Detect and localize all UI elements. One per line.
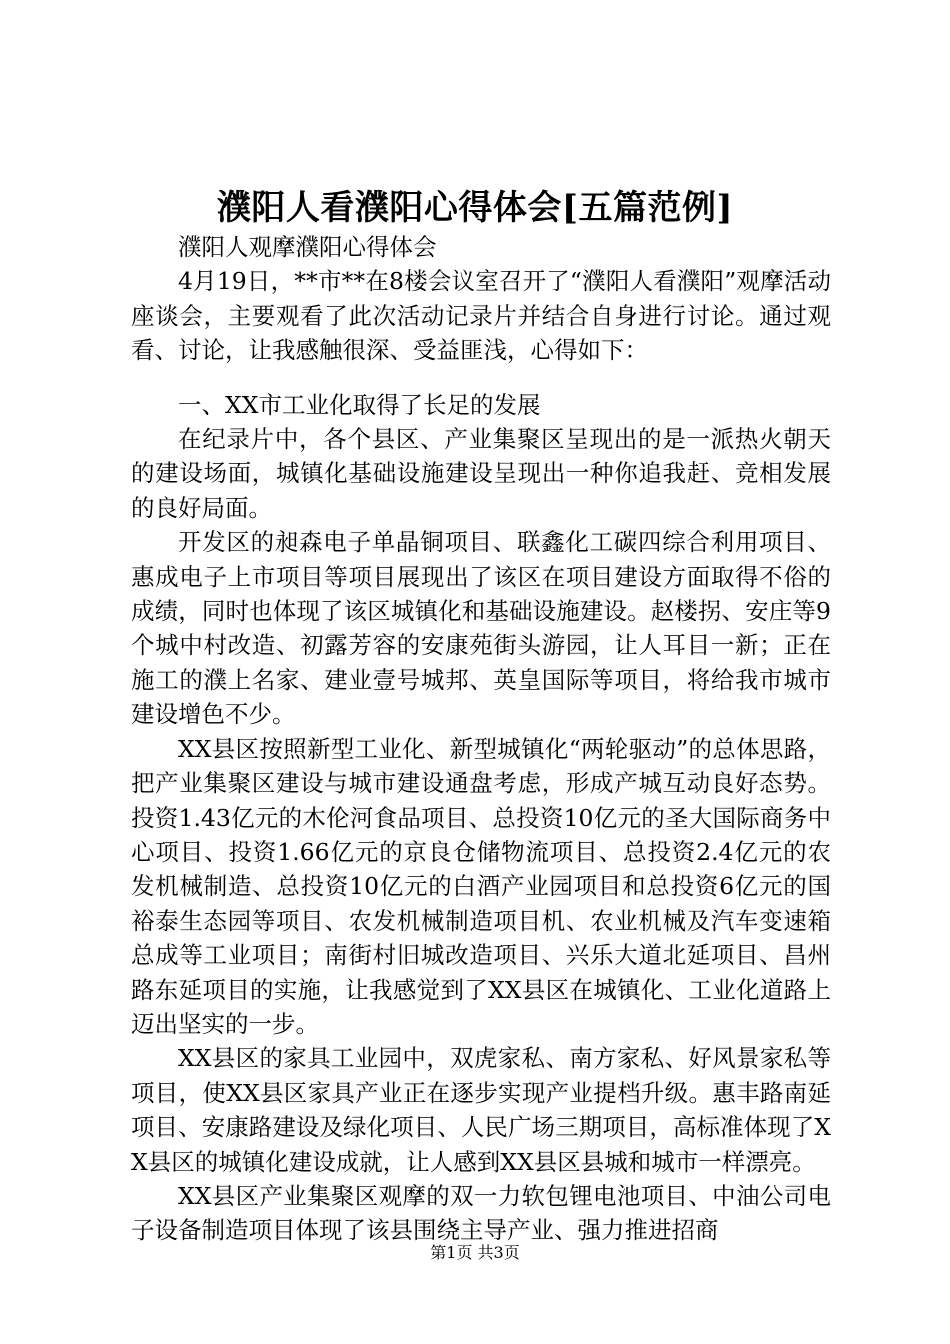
paragraph-intro: 4月19日，**市**在8楼会议室召开了“濮阳人看濮阳”观摩活动座谈会，主要观看了此次活动记录片并结合自身进行讨论。通过观看、讨论，让我感触很深、受益匪浅，心得如下：	[131, 267, 831, 365]
paragraph: XX县区按照新型工业化、新型城镇化“两轮驱动”的总体思路，把产业集聚区建设与城市建设通盘考虑，形成产城互动良好态势。投资1.43亿元的木伦河食品项目、总投资10亿元的圣大国际商务中心项目、投资1.66亿元的京良仓储物流项目、总投资2.4亿元的农发机械制造、总投资10亿元的白酒产业园项目和总投资6亿元的国裕泰生态园等项目、农发机械制造项目机、农业机械及汽车变速箱总成等工业项目；南街村旧城改造项目、兴乐大道北延项目、昌州路东延项目的实施，让我感觉到了XX县区在城镇化、工业化道路上迈出坚实的一步。	[131, 734, 831, 1038]
document-subtitle: 濮阳人观摩濮阳心得体会	[178, 233, 437, 261]
paragraph: 开发区的昶森电子单晶铜项目、联鑫化工碳四综合利用项目、惠成电子上市项目等项目展现出了该区在项目建设方面取得不俗的成绩，同时也体现了该区城镇化和基础设施建设。赵楼拐、安庄等9个城中村改造、初露芳容的安康苑街头游园，让人耳目一新；正在施工的濮上名家、建业壹号城邦、英皇国际等项目，将给我市城市建设增色不少。	[131, 528, 831, 729]
section-heading: 一、XX市工业化取得了长足的发展	[178, 390, 541, 419]
document-title: 濮阳人看濮阳心得体会[五篇范例]	[216, 188, 734, 228]
paragraph: 在纪录片中，各个县区、产业集聚区呈现出的是一派热火朝天的建设场面，城镇化基础设施建设呈现出一种你追我赶、竞相发展的良好局面。	[131, 425, 831, 522]
document-body	[131, 230, 831, 1248]
page-number: 第1页 共3页	[430, 1243, 520, 1262]
paragraph: XX县区的家具工业园中，双虎家私、南方家私、好风景家私等项目，使XX县区家具产业正在逐步实现产业提档升级。惠丰路南延项目、安康路建设及绿化项目、人民广场三期项目，高标准体现了XX县区的城镇化建设成就，让人感到XX县区县城和城市一样漂亮。	[131, 1044, 831, 1176]
paragraph: XX县区产业集聚区观摩的双一力软包锂电池项目、中油公司电子设备制造项目体现了该县围绕主导产业、强力推进招商	[131, 1181, 831, 1245]
